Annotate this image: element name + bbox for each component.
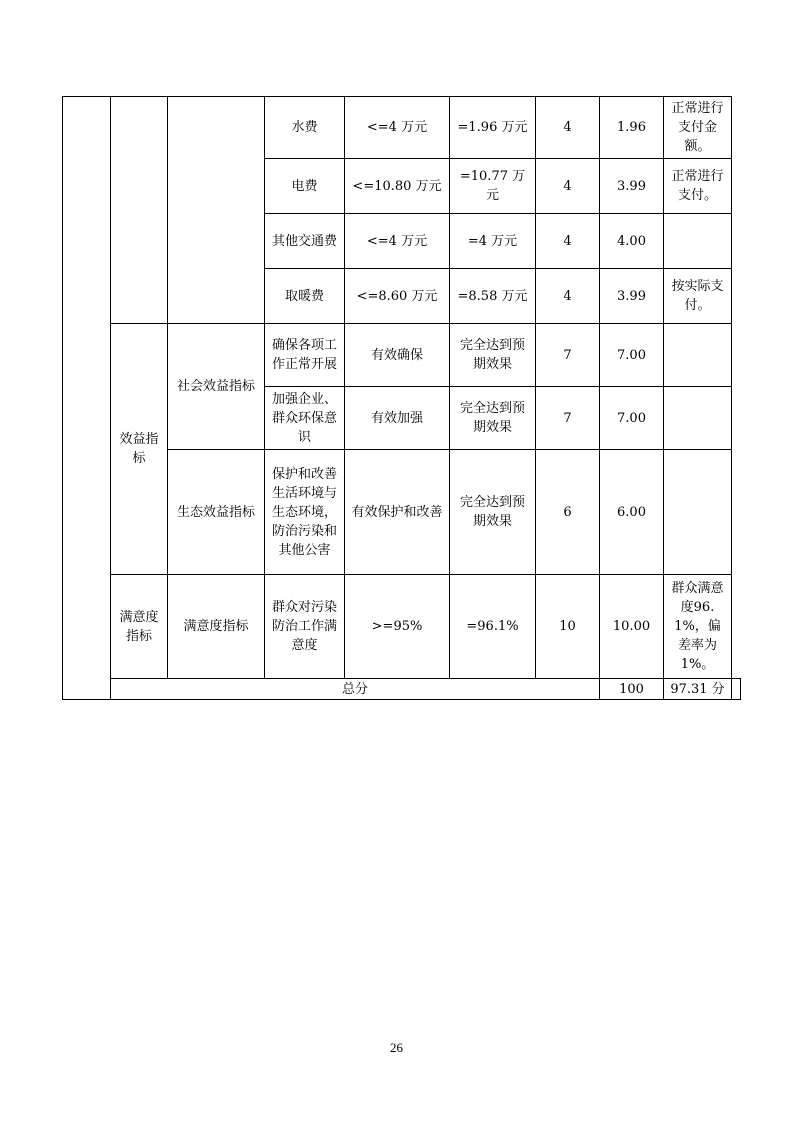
note-cell [664,324,732,387]
total-label: 总分 [111,679,600,700]
actual-cell: =4 万元 [450,214,536,269]
weight-cell: 7 [536,324,600,387]
score-cell: 7.00 [600,387,664,450]
score-cell: 3.99 [600,269,664,324]
note-cell [664,387,732,450]
total-score: 97.31 分 [664,679,732,700]
score-cell: 4.00 [600,214,664,269]
actual-cell: 完全达到预期效果 [450,324,536,387]
total-row [63,679,741,700]
ecological-benefit-cell: 生态效益指标 [168,450,265,575]
indicator-type-cell-blank [168,97,265,324]
note-cell [664,450,732,575]
performance-table [62,96,741,700]
note-cell: 按实际支付。 [664,269,732,324]
note-cell: 正常进行支付金额。 [664,97,732,159]
score-cell: 7.00 [600,324,664,387]
table-row [63,324,741,387]
target-cell: <=4 万元 [345,97,450,159]
weight-cell: 6 [536,450,600,575]
target-cell: 有效确保 [345,324,450,387]
weight-cell: 4 [536,214,600,269]
total-weight: 100 [600,679,664,700]
target-cell: 有效保护和改善 [345,450,450,575]
table-row [63,575,741,679]
total-note [732,679,741,700]
indicator-cell: 保护和改善生活环境与生态环境，防治污染和其他公害 [265,450,345,575]
indicator-cell: 水费 [265,97,345,159]
weight-cell: 4 [536,269,600,324]
indicator-cell: 群众对污染防治工作满意度 [265,575,345,679]
note-cell [664,214,732,269]
note-cell: 正常进行支付。 [664,159,732,214]
score-cell: 10.00 [600,575,664,679]
actual-cell: =8.58 万元 [450,269,536,324]
actual-cell: =10.77 万元 [450,159,536,214]
note-cell: 群众满意度96.1%，偏差率为1%。 [664,575,732,679]
weight-cell: 4 [536,97,600,159]
target-cell: <=4 万元 [345,214,450,269]
actual-cell: =96.1% [450,575,536,679]
indicator-cell: 取暖费 [265,269,345,324]
page-number: 26 [390,1040,403,1055]
satisfaction-category-cell: 满意度指标 [111,575,168,679]
indicator-cell: 加强企业、群众环保意识 [265,387,345,450]
actual-cell: 完全达到预期效果 [450,387,536,450]
table-row [63,97,741,159]
target-cell: <=10.80 万元 [345,159,450,214]
target-cell: >=95% [345,575,450,679]
satisfaction-sub-cell: 满意度指标 [168,575,265,679]
social-benefit-cell: 社会效益指标 [168,324,265,450]
benefit-category-cell: 效益指标 [111,324,168,575]
indicator-cell: 电费 [265,159,345,214]
target-cell: <=8.60 万元 [345,269,450,324]
score-cell: 3.99 [600,159,664,214]
actual-cell: =1.96 万元 [450,97,536,159]
score-cell: 6.00 [600,450,664,575]
category-cell-blank [63,97,111,700]
indicator-cell: 确保各项工作正常开展 [265,324,345,387]
subcategory-cell-blank [111,97,168,324]
weight-cell: 4 [536,159,600,214]
indicator-cell: 其他交通费 [265,214,345,269]
score-cell: 1.96 [600,97,664,159]
target-cell: 有效加强 [345,387,450,450]
weight-cell: 7 [536,387,600,450]
actual-cell: 完全达到预期效果 [450,450,536,575]
weight-cell: 10 [536,575,600,679]
